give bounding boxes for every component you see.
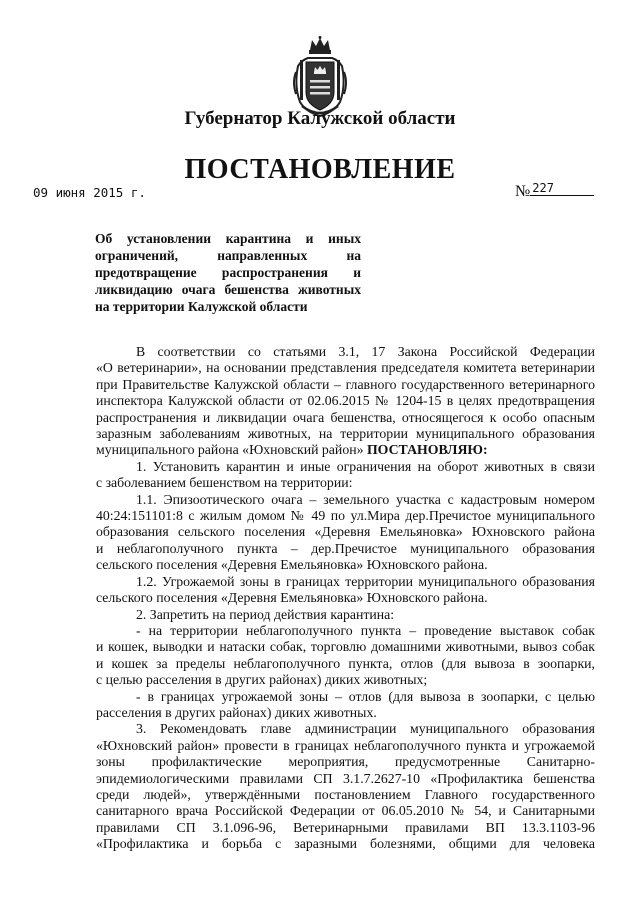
body-line: 3. Рекомендовать главе администрации муниципального образования <box>136 721 595 737</box>
body-line: инспектора Калужской области от 02.06.2015 № 1204-15 в целях предотвращения <box>96 393 595 409</box>
body-line: и кошек, выводки и натаски собак, торговлю домашними животными, вывоз собак <box>96 639 595 655</box>
body-line: 1. Установить карантин и иные ограничения на оборот животных в связи <box>136 458 595 474</box>
body-line: «О ветеринарии», на основании представления председателя комитета ветеринарии <box>96 360 595 376</box>
body-line: правилами СП 3.1.096-96, Ветеринарными правилами ВП 13.3.1103-96 <box>96 819 595 835</box>
document-date: 09 июня 2015 г. <box>33 185 146 200</box>
issuer-title: Губернатор Калужской области <box>184 108 456 129</box>
body-line: при Правительстве Калужской области – главного государственного ветеринарного <box>96 376 595 392</box>
body-line-text: муниципального района «Юхновский район» <box>96 442 364 458</box>
body-line: В соответствии со статьями 3.1, 17 Закона Российской Федерации <box>136 344 595 359</box>
body-line: 2. Запретить на период действия карантина: <box>136 606 395 622</box>
document-body <box>96 344 595 853</box>
body-line: 1.2. Угрожаемой зоны в границах территории муниципального образования <box>136 573 595 589</box>
body-line: распространения и ликвидации очага бешенства, относящегося к особо опасным <box>96 409 595 425</box>
document-type-heading: ПОСТАНОВЛЕНИЕ <box>184 154 456 185</box>
body-line: «Юхновский район» провести в границах неблагополучного пункта и угрожаемой <box>96 737 595 753</box>
document-number <box>515 181 594 201</box>
body-line: и неблагополучного пункта – дер.Пречистое муниципального образования <box>96 540 595 556</box>
body-line: зоны профилактические мероприятия, предусмотренные Санитарно- <box>96 754 595 770</box>
subject-line: ограничений, направленных на <box>95 248 361 263</box>
body-line: - на территории неблагополучного пункта – проведение выставок собак <box>136 622 595 638</box>
body-line: санитарного врача Российской Федерации от 06.05.2010 № 54, и Санитарными <box>96 803 595 819</box>
subject-line: предотвращение распространения и <box>95 265 361 280</box>
body-line: эпидемиологическими правилами СП 3.1.7.2627-10 «Профилактика бешенства <box>96 770 595 786</box>
body-line: «Профилактика и борьба с заразными болезнями, общими для человека <box>96 836 595 852</box>
subject-line: ликвидацию очага бешенства животных <box>95 282 361 297</box>
body-line: сельского поселения «Деревня Емельяновка» Юхновского района. <box>96 557 488 573</box>
number-sign: № <box>515 183 531 200</box>
body-line: 1.1. Эпизоотического очага – земельного участка с кадастровым номером <box>136 491 595 507</box>
body-line: с целью расселения в других районах) диких животных; <box>96 672 428 688</box>
body-line: и кошек за пределы неблагополучного пункта, отлов (для вывоза в зоопарки, <box>96 655 595 671</box>
body-line: среди людей», утверждёнными постановлением Главного государственного <box>96 786 595 802</box>
subject-line: на территории Калужской области <box>95 299 308 314</box>
body-line: - в границах угрожаемой зоны – отлов (для вывоза в зоопарки, с целью <box>136 688 595 704</box>
body-line: образования сельского поселения «Деревня Емельяновка» Юхновского района <box>96 524 595 540</box>
number-value: 227 <box>530 181 594 196</box>
subject-line: Об установлении карантина и иных <box>95 231 361 246</box>
body-line: заразным заболеваниям животных, на территории муниципального образования <box>96 426 595 442</box>
body-line-resolution <box>96 442 595 458</box>
body-line: с заболеванием бешенством на территории: <box>96 475 353 491</box>
resolve-word: ПОСТАНОВЛЯЮ: <box>366 442 488 458</box>
body-line: сельского поселения «Деревня Емельяновка» Юхновского района. <box>96 590 488 606</box>
body-line: расселения в других районах) диких животных. <box>96 704 377 720</box>
body-line: 40:24:151101:8 с жилым домом № 49 по ул.Мира дер.Пречистое муниципального <box>96 508 595 524</box>
document-subject <box>95 230 361 315</box>
